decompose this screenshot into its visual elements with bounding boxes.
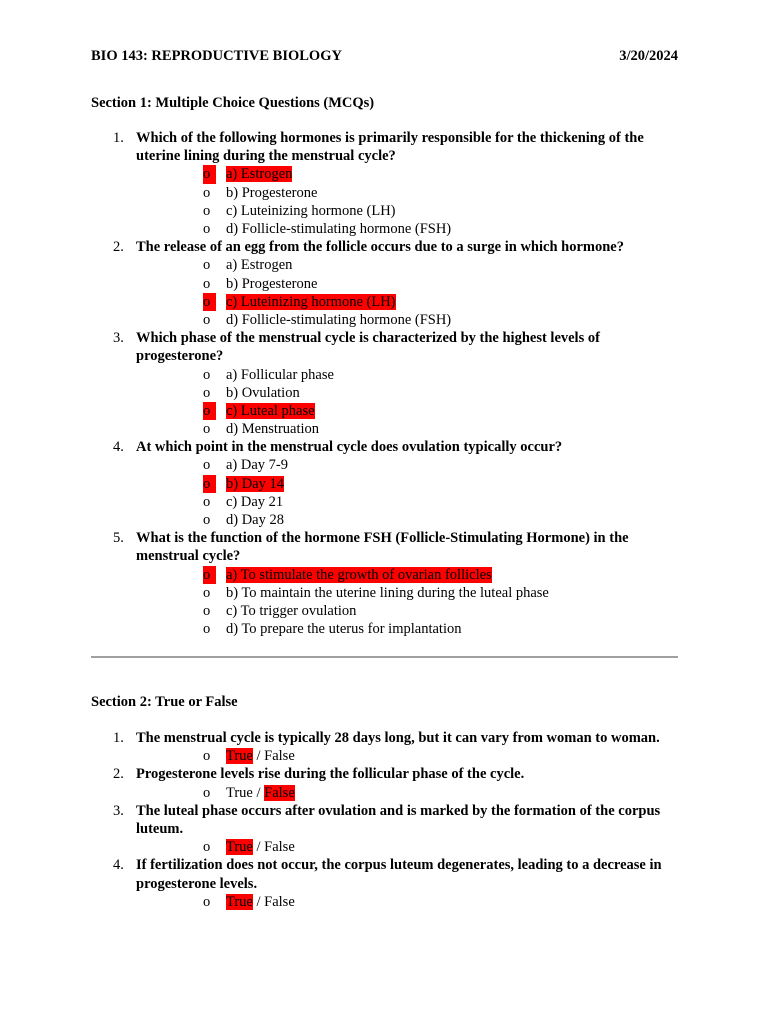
bullet-icon: o (203, 603, 211, 619)
option-text: b) Progesterone (226, 184, 318, 201)
choice-separator: / (252, 839, 265, 856)
question-text: If fertilization does not occur, the corpus luteum degenerates, leading to a decrease in progesterone levels. (136, 857, 662, 892)
option-list (136, 784, 678, 802)
option-list (136, 566, 678, 639)
option-text: a) Day 7-9 (226, 457, 289, 474)
bullet-icon: o (203, 384, 211, 401)
option-item (136, 620, 678, 638)
option-item (136, 511, 678, 529)
bullet-icon: o (203, 165, 216, 183)
true-label: True (226, 839, 253, 856)
question-number: 1. (113, 130, 124, 146)
option-text: d) Follicle-stimulating hormone (FSH) (226, 311, 452, 328)
true-label: True (226, 784, 253, 801)
option-text: a) Follicular phase (226, 366, 334, 383)
mcq-question (91, 438, 678, 529)
question-number: 4. (113, 857, 124, 874)
option-list (136, 747, 678, 765)
answer-option (136, 165, 678, 183)
bullet-icon: o (203, 311, 211, 328)
mcq-question (91, 329, 678, 438)
bullet-icon: o (203, 784, 211, 801)
bullet-icon: o (203, 402, 216, 420)
option-text: c) To trigger ovulation (226, 603, 357, 619)
option-text: c) Luteinizing hormone (LH) (226, 202, 396, 219)
bullet-icon: o (203, 621, 211, 638)
option-list (136, 456, 678, 529)
question-text: Which phase of the menstrual cycle is characterized by the highest levels of progesterone? (136, 330, 600, 365)
option-item (136, 184, 678, 202)
option-text: b) Progesterone (226, 275, 318, 292)
question-text: Progesterone levels rise during the follicular phase of the cycle. (136, 766, 525, 783)
option-text: d) Day 28 (226, 512, 284, 529)
section-divider (91, 656, 678, 658)
bullet-icon: o (203, 748, 211, 765)
option-item (136, 456, 678, 474)
choice-separator: / (252, 748, 265, 765)
answer-option (136, 402, 678, 420)
true-label: True (226, 893, 253, 910)
true-false-list (91, 729, 678, 911)
option-item (136, 584, 678, 602)
option-text: d) Follicle-stimulating hormone (FSH) (226, 220, 452, 237)
question-number: 4. (113, 439, 124, 456)
bullet-icon: o (203, 184, 211, 201)
tf-question (91, 856, 678, 911)
tf-question (91, 802, 678, 857)
mcq-question (91, 238, 678, 329)
option-item (136, 493, 678, 511)
mcq-question (91, 529, 678, 638)
true-label: True (226, 748, 253, 765)
mcq-list (91, 129, 678, 638)
false-label: False (264, 784, 295, 801)
option-list (136, 893, 678, 911)
option-list (136, 256, 678, 329)
bullet-icon: o (203, 512, 211, 529)
option-text: a) To stimulate the growth of ovarian follicles (226, 566, 492, 583)
question-text: At which point in the menstrual cycle does ovulation typically occur? (136, 439, 563, 456)
option-item (136, 202, 678, 220)
true-false-choice (136, 893, 678, 911)
mcq-question (91, 129, 678, 238)
option-text: b) To maintain the uterine lining during the luteal phase (226, 584, 549, 601)
option-text: c) Luteinizing hormone (LH) (226, 293, 396, 310)
option-text: c) Day 21 (226, 493, 284, 510)
question-number: 3. (113, 802, 124, 819)
option-text: c) Luteal phase (226, 402, 315, 419)
option-text: d) To prepare the uterus for implantation (226, 621, 462, 638)
option-item (136, 275, 678, 293)
bullet-icon: o (203, 293, 216, 311)
option-item (136, 420, 678, 438)
bullet-icon: o (203, 366, 211, 383)
question-number: 2. (113, 239, 124, 256)
answer-option (136, 475, 678, 493)
option-item (136, 311, 678, 329)
question-number: 2. (113, 766, 124, 783)
answer-option (136, 566, 678, 584)
option-item (136, 384, 678, 402)
question-text: The menstrual cycle is typically 28 days long, but it can vary from woman to woman. (136, 730, 660, 746)
section1-title: Section 1: Multiple Choice Questions (MCQs) (91, 95, 375, 111)
bullet-icon: o (203, 220, 211, 237)
bullet-icon: o (203, 257, 211, 274)
tf-question (91, 729, 678, 765)
bullet-icon: o (203, 839, 211, 856)
question-text: What is the function of the hormone FSH (Follicle-Stimulating Hormone) in the menstrual cycle? (136, 530, 629, 565)
bullet-icon: o (203, 893, 211, 910)
option-list (136, 838, 678, 856)
option-item (136, 366, 678, 384)
bullet-icon: o (203, 584, 211, 601)
option-list (136, 165, 678, 238)
option-text: a) Estrogen (226, 166, 293, 183)
false-label: False (264, 748, 295, 765)
tf-question (91, 765, 678, 801)
section2-title: Section 2: True or False (91, 694, 238, 710)
answer-option (136, 293, 678, 311)
option-text: b) Day 14 (226, 475, 284, 492)
bullet-icon: o (203, 566, 216, 584)
bullet-icon: o (203, 202, 211, 219)
choice-separator: / (252, 784, 265, 801)
question-text: The luteal phase occurs after ovulation and is marked by the formation of the corpus luteum. (136, 802, 661, 837)
option-list (136, 366, 678, 439)
option-text: d) Menstruation (226, 421, 320, 438)
bullet-icon: o (203, 421, 211, 438)
document-header (91, 47, 678, 65)
bullet-icon: o (203, 493, 211, 510)
true-false-choice (136, 838, 678, 856)
bullet-icon: o (203, 275, 211, 292)
false-label: False (264, 893, 295, 910)
true-false-choice (136, 784, 678, 802)
bullet-icon: o (203, 475, 216, 493)
option-text: b) Ovulation (226, 384, 300, 401)
course-title: BIO 143: REPRODUCTIVE BIOLOGY (91, 48, 342, 64)
true-false-choice (136, 747, 678, 765)
false-label: False (264, 839, 295, 856)
document-date: 3/20/2024 (619, 48, 678, 64)
choice-separator: / (252, 893, 265, 910)
question-number: 5. (113, 530, 124, 547)
option-text: a) Estrogen (226, 257, 293, 274)
option-item (136, 602, 678, 620)
option-item (136, 256, 678, 274)
option-item (136, 220, 678, 238)
question-text: Which of the following hormones is primarily responsible for the thickening of the uterine lining during the menstrual cycle? (136, 130, 644, 165)
question-text: The release of an egg from the follicle occurs due to a surge in which hormone? (136, 239, 624, 256)
bullet-icon: o (203, 457, 211, 474)
question-number: 1. (113, 730, 124, 746)
question-number: 3. (113, 330, 124, 347)
